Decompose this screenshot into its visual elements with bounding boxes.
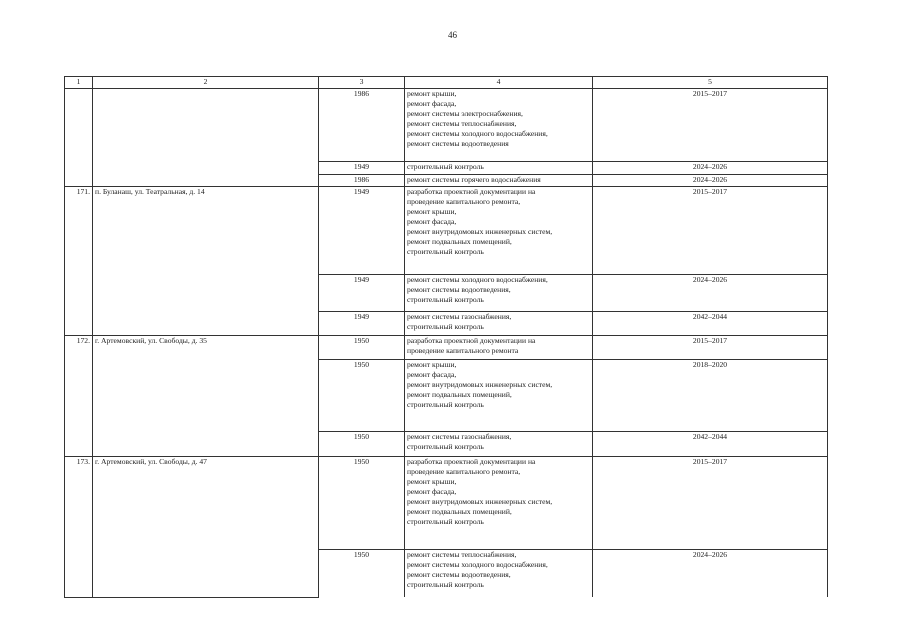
column-number-1: 1 (65, 77, 93, 89)
item-number-cell: 173. (65, 457, 93, 598)
work-item: ремонт крыши, (407, 207, 457, 216)
work-item: проведение капитального ремонта, (407, 467, 521, 476)
item-number-cell (65, 89, 93, 187)
year-cell: 1949 (319, 312, 405, 336)
table-row (65, 457, 828, 550)
work-item: проведение капитального ремонта, (407, 197, 521, 206)
work-item: ремонт системы электроснабжения, (407, 109, 523, 118)
work-types-cell (405, 175, 593, 187)
work-item: ремонт системы газоснабжения, (407, 432, 512, 441)
work-item: строительный контроль (407, 580, 484, 589)
work-item: ремонт системы теплоснабжения, (407, 119, 517, 128)
work-item: ремонт крыши, (407, 89, 457, 98)
work-types-cell (405, 432, 593, 457)
work-item: разработка проектной документации на (407, 187, 536, 196)
column-number-5: 5 (593, 77, 828, 89)
period-cell: 2042–2044 (593, 432, 828, 457)
work-types-cell (405, 187, 593, 275)
work-item: ремонт системы теплоснабжения, (407, 550, 517, 559)
year-cell: 1950 (319, 457, 405, 550)
work-item: ремонт внутридомовых инженерных систем, (407, 497, 553, 506)
period-cell: 2015–2017 (593, 457, 828, 550)
work-item: ремонт фасада, (407, 99, 457, 108)
work-types-cell (405, 457, 593, 550)
column-number-4: 4 (405, 77, 593, 89)
work-item: ремонт подвальных помещений, (407, 390, 512, 399)
work-item: строительный контроль (407, 517, 484, 526)
work-types-cell (405, 162, 593, 175)
column-number-row (65, 77, 828, 89)
period-cell: 2042–2044 (593, 312, 828, 336)
work-item: ремонт системы водоотведения, (407, 570, 511, 579)
work-item: ремонт фасада, (407, 487, 457, 496)
work-item: ремонт системы водоотведения, (407, 285, 511, 294)
work-item: ремонт крыши, (407, 360, 457, 369)
year-cell: 1986 (319, 89, 405, 162)
work-item: строительный контроль (407, 400, 484, 409)
page-number: 46 (448, 30, 457, 40)
work-item: ремонт внутридомовых инженерных систем, (407, 227, 553, 236)
year-cell: 1950 (319, 360, 405, 432)
work-types-cell (405, 89, 593, 162)
work-item: ремонт системы холодного водоснабжения, (407, 129, 548, 138)
item-number-cell: 172. (65, 336, 93, 457)
address-cell (93, 89, 319, 187)
year-cell: 1986 (319, 175, 405, 187)
work-item: ремонт системы горячего водоснабжения (407, 175, 541, 184)
work-item: разработка проектной документации на (407, 336, 536, 345)
work-item: ремонт подвальных помещений, (407, 507, 512, 516)
work-item: строительный контроль (407, 295, 484, 304)
work-types-cell (405, 312, 593, 336)
year-cell: 1949 (319, 162, 405, 175)
year-cell: 1950 (319, 550, 405, 598)
year-cell: 1950 (319, 432, 405, 457)
work-types-cell (405, 360, 593, 432)
work-types-cell (405, 275, 593, 312)
period-cell: 2024–2026 (593, 162, 828, 175)
work-item: ремонт подвальных помещений, (407, 237, 512, 246)
address-cell: г. Артемовский, ул. Свободы, д. 47 (93, 457, 319, 598)
capital-repair-table (64, 76, 828, 598)
table-row (65, 336, 828, 360)
work-item: ремонт фасада, (407, 217, 457, 226)
year-cell: 1950 (319, 336, 405, 360)
work-item: ремонт системы холодного водоснабжения, (407, 560, 548, 569)
table-row (65, 187, 828, 275)
column-number-2: 2 (93, 77, 319, 89)
item-number-cell: 171. (65, 187, 93, 336)
work-item: строительный контроль (407, 442, 484, 451)
work-item: строительный контроль (407, 162, 484, 171)
period-cell: 2024–2026 (593, 175, 828, 187)
column-number-3: 3 (319, 77, 405, 89)
address-cell: г. Артемовский, ул. Свободы, д. 35 (93, 336, 319, 457)
table-row (65, 89, 828, 162)
period-cell: 2015–2017 (593, 187, 828, 275)
period-cell: 2018–2020 (593, 360, 828, 432)
work-item: строительный контроль (407, 322, 484, 331)
period-cell: 2024–2026 (593, 550, 828, 598)
work-types-cell (405, 550, 593, 598)
work-item: ремонт системы холодного водоснабжения, (407, 275, 548, 284)
work-item: ремонт внутридомовых инженерных систем, (407, 380, 553, 389)
work-item: строительный контроль (407, 247, 484, 256)
work-types-cell (405, 336, 593, 360)
work-item: разработка проектной документации на (407, 457, 536, 466)
period-cell: 2015–2017 (593, 336, 828, 360)
work-item: ремонт крыши, (407, 477, 457, 486)
work-item: проведение капитального ремонта (407, 346, 519, 355)
year-cell: 1949 (319, 275, 405, 312)
period-cell: 2024–2026 (593, 275, 828, 312)
work-item: ремонт системы водоотведения (407, 139, 509, 148)
year-cell: 1949 (319, 187, 405, 275)
work-item: ремонт фасада, (407, 370, 457, 379)
period-cell: 2015–2017 (593, 89, 828, 162)
address-cell: п. Буланаш, ул. Театральная, д. 14 (93, 187, 319, 336)
work-item: ремонт системы газоснабжения, (407, 312, 512, 321)
